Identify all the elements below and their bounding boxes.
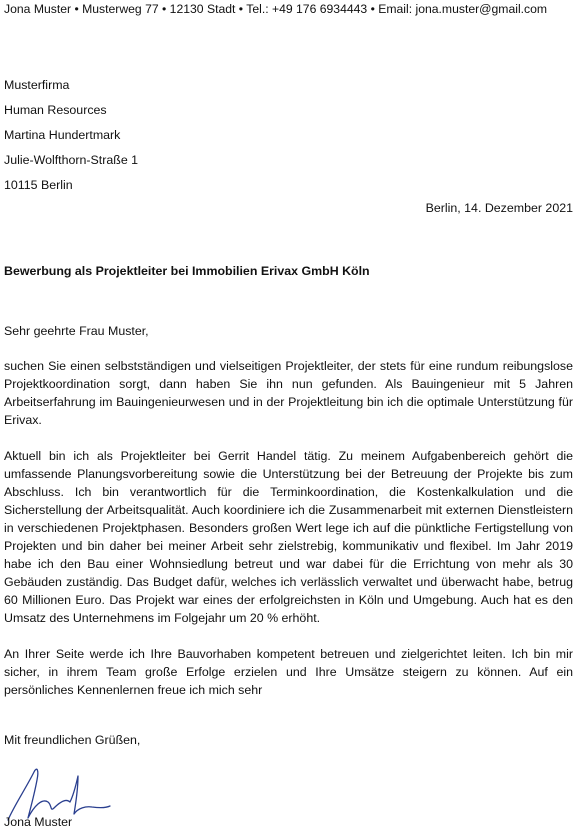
recipient-address bbox=[4, 73, 138, 198]
salutation: Sehr geehrte Frau Muster, bbox=[4, 324, 149, 338]
paragraph-intro: suchen Sie einen selbstständigen und vielseitigen Projektleiter, der stets für eine rundum reibungslose Projektkoordination sorgt, dann haben Sie ihn nun gefunden. Als Bauingenieur mit 5 Jahren Arbeitserfahrung im Bauingenieurwesen und in der Projektleitung bin ich die optimale Unterstützung für Erivax. bbox=[4, 359, 573, 427]
paragraph-experience: Aktuell bin ich als Projektleiter bei Gerrit Handel tätig. Zu meinem Aufgabenbereich gehört die umfassende Planungsvorbereitung sowie die Unterstützung bei der Betreuung der Projekte bis zum Abschluss. Ich bin verantwortlich für die Terminkoordination, die Kostenkalkulation und die Sicherstellung der Arbeitsqualität. Auch koordiniere ich die Zusammenarbeit mit externen Dienstleistern in verschiedenen Projektphasen. Besonders großen Wert lege ich auf die pünktliche Fertigstellung von Projekten und bin daher bei meiner Arbeit sehr zielstrebig, kommunikativ und flexibel. Im Jahr 2019 habe ich den Bau einer Wohnsiedlung betreut und war dabei für die Errichtung von mehr als 30 Gebäuden zuständig. Das Budget dafür, welches ich verlässlich verwaltet und überwacht habe, betrug 60 Millionen Euro. Das Projekt war eines der erfolgreichsten in Köln und Umgebung. Auch hat es den Umsatz des Unternehmens im Folgejahr um 20 % erhöht. bbox=[4, 449, 573, 625]
recipient-department: Human Resources bbox=[4, 103, 107, 117]
closing-phrase: Mit freundlichen Grüßen, bbox=[4, 733, 141, 747]
recipient-city: 10115 Berlin bbox=[4, 178, 73, 192]
letter-page bbox=[4, 0, 573, 832]
recipient-person: Martina Hundertmark bbox=[4, 128, 121, 142]
letter-subject: Bewerbung als Projektleiter bei Immobilien Erivax GmbH Köln bbox=[4, 264, 370, 278]
recipient-street: Julie-Wolfthorn-Straße 1 bbox=[4, 153, 139, 167]
recipient-company: Musterfirma bbox=[4, 78, 70, 92]
letter-body bbox=[4, 357, 573, 717]
signature-name: Jona Muster bbox=[4, 815, 73, 829]
paragraph-outlook: An Ihrer Seite werde ich Ihre Bauvorhaben kompetent betreuen und zielgerichtet leiten. Ich bin mir sicher, in ihrem Team große Erfolge erzielen und Ihre Umsätze steigern zu können. Auf ein persönliches Kennenlernen freue ich mich sehr bbox=[4, 647, 573, 697]
sender-contact-line: Jona Muster • Musterweg 77 • 12130 Stadt • Tel.: +49 176 6934443 • Email: jona.muster@gmail.com bbox=[4, 2, 548, 16]
letter-date: Berlin, 14. Dezember 2021 bbox=[425, 201, 573, 215]
